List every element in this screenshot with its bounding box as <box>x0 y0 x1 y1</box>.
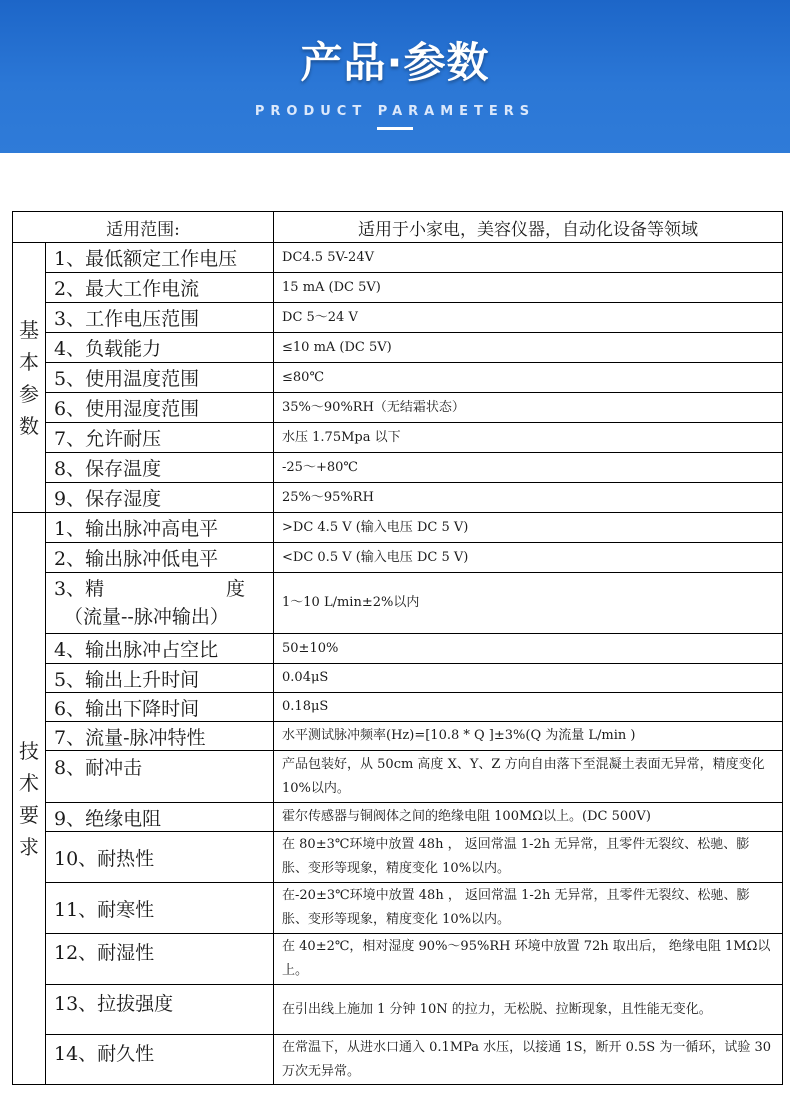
param-value: 霍尔传感器与铜阀体之间的绝缘电阻 100MΩ以上。(DC 500V) <box>274 803 783 832</box>
param-value: ≤10 mA (DC 5V) <box>274 333 783 363</box>
param-name: 2、最大工作电流 <box>46 273 274 303</box>
table-row <box>13 273 783 303</box>
table-row <box>13 453 783 483</box>
param-value: 50±10% <box>274 634 783 664</box>
table-row <box>13 832 783 883</box>
table-row <box>13 393 783 423</box>
param-name: 5、输出上升时间 <box>46 664 274 693</box>
table-row <box>13 543 783 573</box>
header-banner <box>0 0 790 153</box>
param-name: 8、保存温度 <box>46 453 274 483</box>
param-name: 10、耐热性 <box>46 832 274 883</box>
param-name: 9、绝缘电阻 <box>46 803 274 832</box>
param-name-part: 3、精 <box>54 578 105 600</box>
table-row <box>13 363 783 393</box>
param-name: 1、最低额定工作电压 <box>46 243 274 273</box>
param-name-part: 度 <box>226 578 246 600</box>
param-name: 2、输出脉冲低电平 <box>46 543 274 573</box>
param-name: 11、耐寒性 <box>46 883 274 934</box>
table-row <box>13 934 783 985</box>
scope-value: 适用于小家电，美容仪器，自动化设备等领域 <box>274 212 783 243</box>
table-row <box>13 693 783 722</box>
table-row <box>13 664 783 693</box>
table-row <box>13 985 783 1035</box>
param-name: 12、耐湿性 <box>46 934 274 985</box>
table-row <box>13 333 783 363</box>
table-row <box>13 803 783 832</box>
table-row <box>13 751 783 803</box>
param-value: DC 5～24 V <box>274 303 783 333</box>
scope-label: 适用范围: <box>13 212 274 243</box>
param-name-part: （流量--脉冲输出） <box>64 606 229 628</box>
table-row <box>13 1035 783 1085</box>
param-name: 5、使用温度范围 <box>46 363 274 393</box>
group-label-technical: 技 术 要 求 <box>13 513 46 1085</box>
table-row <box>13 634 783 664</box>
param-name: 14、耐久性 <box>46 1035 274 1085</box>
param-value: -25～+80℃ <box>274 453 783 483</box>
param-name: 13、拉拔强度 <box>46 985 274 1035</box>
param-name: 7、允许耐压 <box>46 423 274 453</box>
table-row <box>13 423 783 453</box>
param-value: 15 mA (DC 5V) <box>274 273 783 303</box>
table-row <box>13 243 783 273</box>
param-name: 6、输出下降时间 <box>46 693 274 722</box>
param-name-precision <box>46 573 274 634</box>
param-value: 水压 1.75Mpa 以下 <box>274 423 783 453</box>
table-row <box>13 483 783 513</box>
param-value: DC4.5 5V-24V <box>274 243 783 273</box>
parameters-table <box>12 211 783 1085</box>
table-row <box>13 513 783 543</box>
param-value: 在 80±3℃环境中放置 48h ， 返回常温 1-2h 无异常，且零件无裂纹、松驰、膨胀、变形等现象，精度变化 10%以内。 <box>274 832 783 883</box>
table-row <box>13 722 783 751</box>
param-value: 1～10 L/min±2%以内 <box>274 573 783 634</box>
param-value: 产品包装好，从 50cm 高度 X、Y、Z 方向自由落下至混凝土表面无异常，精度变化 10%以内。 <box>274 751 783 803</box>
param-name: 4、负载能力 <box>46 333 274 363</box>
page-title: 产品·参数 <box>300 38 490 87</box>
param-value: 0.18μS <box>274 693 783 722</box>
param-value: 25%～95%RH <box>274 483 783 513</box>
param-name: 9、保存湿度 <box>46 483 274 513</box>
param-name: 6、使用湿度范围 <box>46 393 274 423</box>
page-subtitle: PRODUCT PARAMETERS <box>254 104 536 119</box>
param-name: 7、流量-脉冲特性 <box>46 722 274 751</box>
scope-row <box>13 212 783 243</box>
param-name: 8、耐冲击 <box>46 751 274 803</box>
table-row <box>13 303 783 333</box>
param-value: 在引出线上施加 1 分钟 10N 的拉力，无松脱、拉断现象，且性能无变化。 <box>274 985 783 1035</box>
group-label-basic: 基 本 参 数 <box>13 243 46 513</box>
param-value: ≤80℃ <box>274 363 783 393</box>
param-value: 在常温下，从进水口通入 0.1MPa 水压，以接通 1S，断开 0.5S 为一循环，试验 30 万次无异常。 <box>274 1035 783 1085</box>
param-value: 0.04μS <box>274 664 783 693</box>
param-value: 在-20±3℃环境中放置 48h ， 返回常温 1-2h 无异常，且零件无裂纹、松驰、膨胀、变形等现象，精度变化 10%以内。 <box>274 883 783 934</box>
param-name: 4、输出脉冲占空比 <box>46 634 274 664</box>
param-value: >DC 4.5 V (输入电压 DC 5 V) <box>274 513 783 543</box>
table-row <box>13 573 783 634</box>
param-value: 35%～90%RH（无结霜状态） <box>274 393 783 423</box>
param-name: 1、输出脉冲高电平 <box>46 513 274 543</box>
param-value: 水平测试脉冲频率(Hz)=[10.8 * Q ]±3%(Q 为流量 L/min ) <box>274 722 783 751</box>
title-underline <box>377 127 413 130</box>
table-row <box>13 883 783 934</box>
param-value: <DC 0.5 V (输入电压 DC 5 V) <box>274 543 783 573</box>
param-value: 在 40±2℃，相对湿度 90%～95%RH 环境中放置 72h 取出后， 绝缘电阻 1MΩ以上。 <box>274 934 783 985</box>
param-name: 3、工作电压范围 <box>46 303 274 333</box>
